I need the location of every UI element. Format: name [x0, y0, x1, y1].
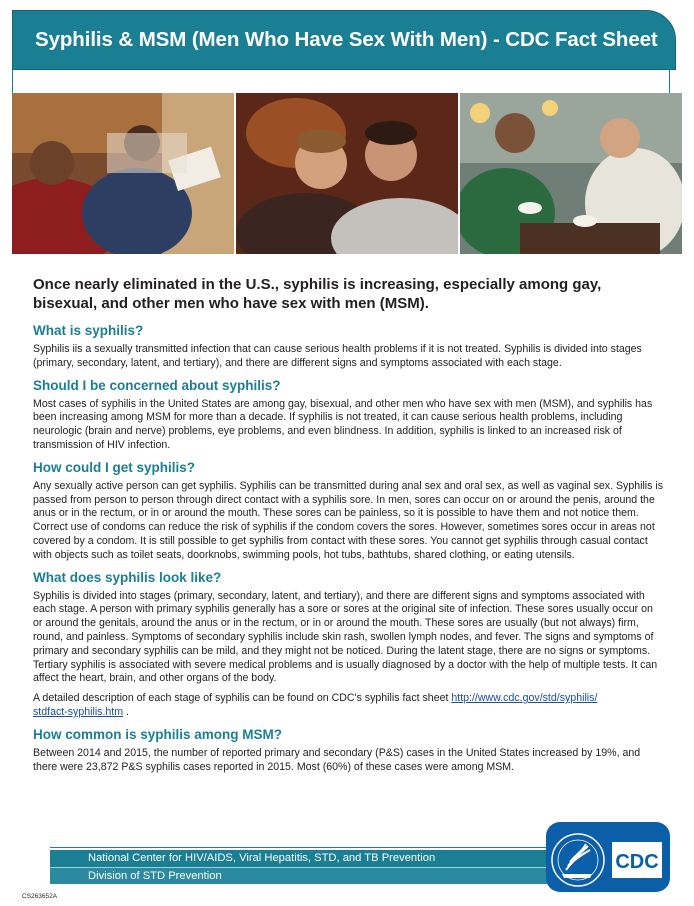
link-intro-text: A detailed description of each stage of syphilis can be found on CDC's syphilis fact sheet — [33, 692, 452, 705]
section-how-common — [33, 726, 665, 775]
page-title: Syphilis & MSM (Men Who Have Sex With Men) - CDC Fact Sheet — [35, 28, 658, 51]
section-how-get — [33, 459, 665, 563]
section-heading: How could I get syphilis? — [33, 459, 196, 475]
section-heading: Should I be concerned about syphilis? — [33, 377, 281, 393]
section-paragraph: Syphilis iis a sexually transmitted infection that can cause serious health problems if it is not treated. Syphilis is divided into stages (primary, secondary, latent, and tertiary), and there are different signs and symptoms associated with each stage. — [33, 343, 642, 369]
section-paragraph: Most cases of syphilis in the United States are among gay, bisexual, and other men who have sex with men (MSM), and syphilis has been increasing among MSM for more than a decade. If syphilis is not treated, it can cause serious health problems, including neurologic (brain and nerve) problems, eye problems, and even blindness. In addition, syphilis is linked to an increased risk of transmission of HIV infection. — [33, 397, 653, 451]
footer-center-name: National Center for HIV/AIDS, Viral Hepatitis, STD, and TB Prevention — [50, 850, 550, 867]
section-what-is — [33, 322, 665, 371]
section-heading: What is syphilis? — [33, 323, 144, 338]
section-paragraph: Syphilis is divided into stages (primary, secondary, latent, and tertiary), and there are different signs and symptoms associated with each stage. A person with primary syphilis generally has a sore or sores at the original site of infection. These sores usually occur on or around the genitals, around the anus or in the rectum, or in or around the mouth. These sores are usually (but not always) firm, round, and painless. Symptoms of secondary syphilis include skin rash, swollen lymph nodes, and fever. The signs and symptoms of primary and secondary syphilis can be mild, and they might not be noticed. During the latent stage, there are no signs or symptoms. Tertiary syphilis is associated with severe medical problems and is usually diagnosed by a doctor with the help of multiple tests. It can affect the heart, brain, and other organs of the body. — [33, 589, 658, 685]
footer-division-name: Division of STD Prevention — [50, 867, 550, 884]
fact-sheet-link[interactable]: http://www.cdc.gov/std/syphilis/ — [451, 692, 598, 705]
fact-sheet-link-paragraph — [33, 692, 665, 720]
document-code: CS263652A — [22, 893, 58, 900]
section-heading: How common is syphilis among MSM? — [33, 726, 283, 742]
hhs-eagle-seal-icon — [546, 822, 670, 892]
section-heading: What does syphilis look like? — [33, 569, 222, 585]
title-banner — [12, 10, 676, 70]
photo-men-reading — [12, 93, 234, 254]
cdc-logo-text: CDC — [615, 851, 659, 873]
photo-strip — [12, 93, 682, 254]
cdc-logo-icon — [546, 822, 670, 892]
fact-sheet-link-continued[interactable]: stdfact-syphilis.htm — [33, 705, 124, 718]
photo-men-cafe — [460, 93, 682, 254]
fact-sheet-content — [33, 322, 665, 780]
link-trailing-text: . — [123, 705, 129, 718]
section-paragraph: Between 2014 and 2015, the number of reported primary and secondary (P&S) cases in the United States increased by 19%, and there were 23,872 P&S syphilis cases reported in 2015. Most (60%) of these cases were among MSM. — [33, 746, 641, 773]
footer-rule — [50, 847, 550, 848]
photo-men-embracing — [236, 93, 458, 254]
section-concerned — [33, 377, 665, 453]
intro-statement: Once nearly eliminated in the U.S., syphilis is increasing, especially among gay, bisexual, and other men who have sex with men (MSM). — [33, 276, 602, 312]
section-paragraph: Any sexually active person can get syphilis. Syphilis can be transmitted during anal sex and oral sex, as well as vaginal sex. Syphilis is passed from person to person through direct contact with a syphilis sore. In men, sores can occur on or around the penis, around the anus or in the rectum, or in or around the mouth. These sores can be painless, so it is possible to have them and not notice them. Correct use of condoms can reduce the risk of syphilis if the condom covers the sores. However, sometimes sores occur in areas not covered by a condom. It is still possible to get syphilis from contact with these sores. You cannot get syphilis through casual contact with objects such as toilet seats, doorknobs, swimming pools, hot tubs, bathtubs, shared clothing, or eating utensils. — [33, 479, 664, 561]
section-look-like — [33, 569, 665, 720]
